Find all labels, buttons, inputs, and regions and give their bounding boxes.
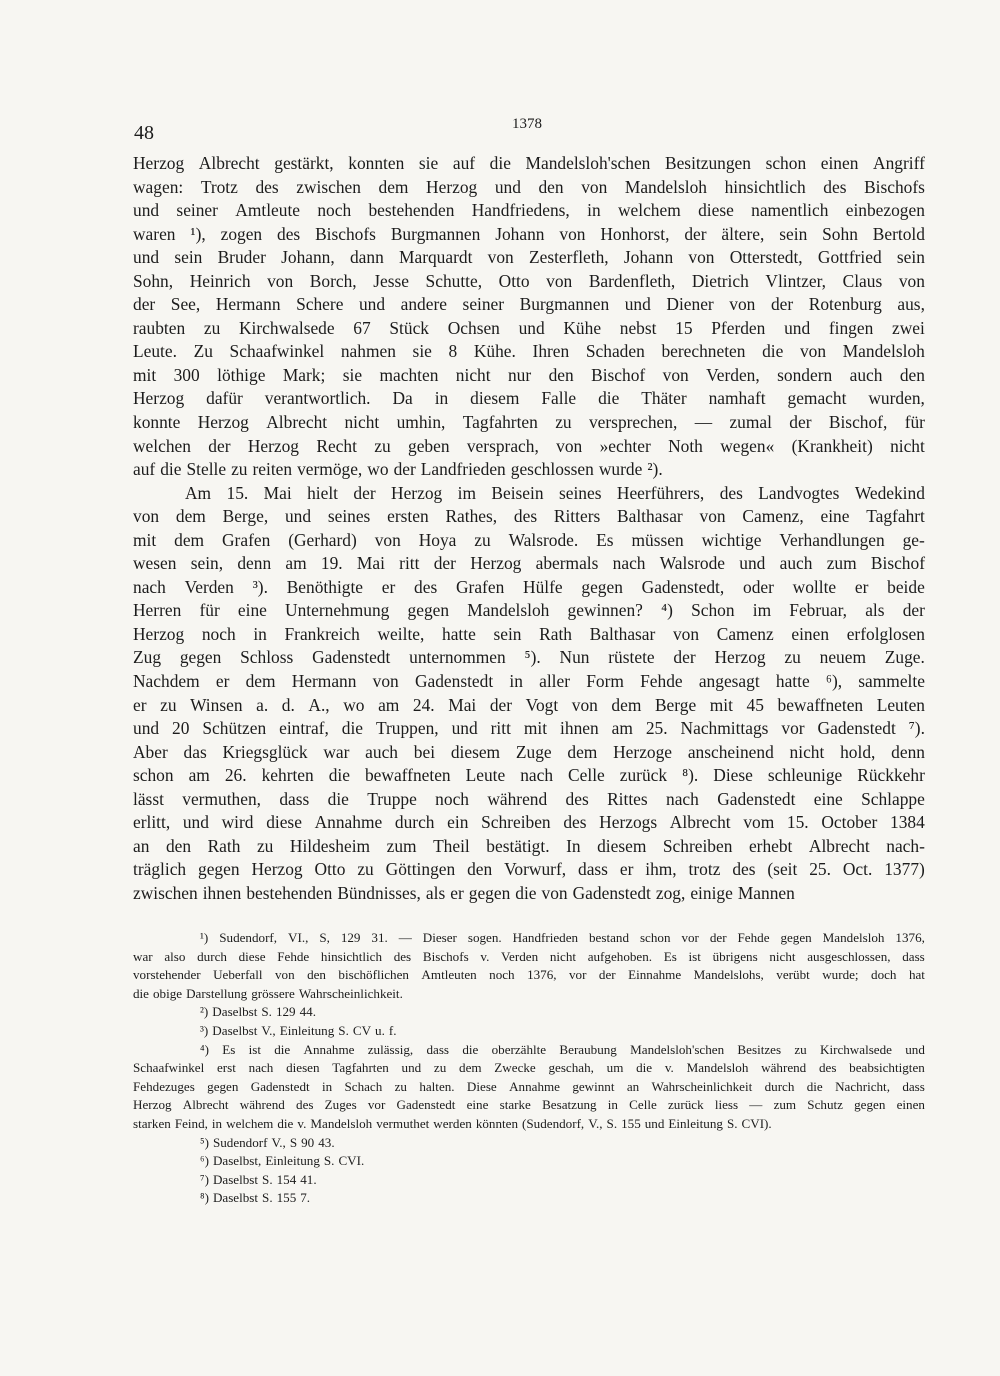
footnote-line: vorstehender Ueberfall von den bischöflichen Amtleuten noch 1376, vor der Einnahme Mandelslohs, verübt wurde; doch hat — [133, 967, 925, 983]
running-head-year: 1378 — [512, 116, 542, 132]
body-line: auf die Stelle zu reiten vermöge, wo der Landfrieden geschlossen wurde ²). — [133, 459, 663, 480]
footnote-line: starken Feind, in welchem die v. Mandelsloh vermuthet werden könnten (Sudendorf, V., S. 155 und Einleitung S. CVI). — [133, 1115, 772, 1131]
footnote-line: Herzog Albrecht während des Zuges vor Gadenstedt eine starke Besatzung in Celle zurück liess — zum Schutz gegen einen — [133, 1097, 925, 1113]
footnote-line: ⁶) Daselbst, Einleitung S. CVI. — [200, 1153, 365, 1169]
body-line: Am 15. Mai hielt der Herzog im Beisein seines Heerführers, des Landvogtes Wedekind — [185, 482, 925, 503]
body-line: mit dem Grafen (Gerhard) von Hoya zu Walsrode. Es müssen wichtige Verhandlungen ge- — [133, 529, 925, 550]
body-text — [133, 152, 925, 906]
body-line: Herzog Albrecht gestärkt, konnten sie auf die Mandelsloh'schen Besitzungen schon einen Angriff — [133, 153, 925, 173]
body-line: wagen: Trotz des zwischen dem Herzog und den von Mandelsloh hinsichtlich des Bischofs — [133, 176, 925, 197]
footnote-line: ¹) Sudendorf, VI., S, 129 31. — Dieser sogen. Handfrieden bestand schon vor der Fehde gegen Mandelsloh 1376, — [200, 930, 925, 945]
footnote-line: Fehdezuges gegen Gadenstedt in Schach zu halten. Diese Annahme gewinnt an Wahrscheinlichkeit durch die Nachricht, dass — [133, 1078, 925, 1094]
body-line: von dem Berge, und seines ersten Rathes, des Ritters Balthasar von Camenz, eine Tagfahrt — [133, 506, 925, 527]
body-line: Sohn, Heinrich von Borch, Jesse Schutte, Otto von Bardenfleth, Dietrich Vlintzer, Claus von — [133, 270, 925, 291]
footnote-line: ⁵) Sudendorf V., S 90 43. — [200, 1134, 335, 1150]
body-line: Zug gegen Schloss Gadenstedt unternommen ⁵). Nun rüstete der Herzog zu neuem Zuge. — [133, 647, 925, 668]
body-line: nach Verden ³). Benöthigte er des Grafen Hülfe gegen Gadenstedt, oder wollte er beide — [133, 576, 925, 597]
body-line: schon am 26. kehrten die bewaffneten Leute nach Celle zurück ⁸). Diese schleunige Rückkehr — [133, 765, 925, 786]
footnote-line: ³) Daselbst V., Einleitung S. CV u. f. — [200, 1022, 397, 1038]
body-line: und sein Bruder Johann, dann Marquardt von Zesterfleth, Johann von Otterstedt, Gottfried sein — [133, 247, 925, 268]
body-line: erlitt, und wird diese Annahme durch ein Schreiben des Herzogs Albrecht vom 15. October 1384 — [133, 812, 925, 833]
body-line: raubten zu Kirchwalsede 67 Stück Ochsen und Kühe nebst 15 Pferden und fingen zwei — [133, 317, 925, 338]
body-line: Leute. Zu Schaafwinkel nahmen sie 8 Kühe. Ihren Schaden berechneten die von Mandelsloh — [133, 341, 925, 362]
body-line: Herzog noch in Frankreich weilte, hatte sein Rath Balthasar von Camenz einen erfolglosen — [133, 623, 925, 644]
footnote-line: ²) Daselbst S. 129 44. — [200, 1004, 316, 1020]
body-line: mit 300 löthige Mark; sie machten nicht nur den Bischof von Verden, sondern auch den — [133, 364, 925, 385]
footnote-line: ⁷) Daselbst S. 154 41. — [200, 1171, 317, 1187]
body-line: waren ¹), zogen des Bischofs Burgmannen Johann von Honhorst, der ältere, sein Sohn Bertold — [133, 223, 925, 244]
body-line: träglich gegen Herzog Otto zu Göttingen den Vorwurf, dass er ihm, trotz des (seit 25. Oct. 1377) — [133, 859, 925, 880]
body-line: zwischen ihnen bestehenden Bündnisses, als er gegen die von Gadenstedt zog, einige Mannen — [133, 882, 795, 903]
body-line: und seiner Amtleute noch bestehenden Handfriedens, in welchem diese namentlich einbezogen — [133, 200, 925, 221]
page-header — [134, 116, 926, 146]
footnotes — [133, 929, 925, 1208]
body-line: an den Rath zu Hildesheim zum Theil bestätigt. In diesem Schreiben erhebt Albrecht nach- — [133, 835, 925, 856]
footnote-line: Schaafwinkel erst nach diesen Tagfahrten und zu dem Zwecke geschah, um die v. Mandelsloh während des beabsichtigten — [133, 1060, 925, 1076]
footnote-line: ⁸) Daselbst S. 155 7. — [200, 1190, 311, 1206]
body-line: Herzog dafür verantwortlich. Da in diesem Falle die Thäter namhaft gemacht wurden, — [133, 388, 925, 409]
footnote-line: war also durch diese Fehde hinsichtlich des Bischofs v. Verden nicht aufgehoben. Es ist übrigens nicht ausgeschlossen, dass — [133, 948, 925, 964]
body-line: Aber das Kriegsglück war auch bei diesem Zuge dem Herzoge anscheinend nicht hold, denn — [133, 741, 925, 762]
body-line: der See, Hermann Schere und andere seiner Burgmannen und Diener von der Rotenburg aus, — [133, 294, 925, 315]
footnote-line: ⁴) Es ist die Annahme zulässig, dass die oberzählte Beraubung Mandelsloh'schen Besitzes zu Kirchwalsede und — [200, 1041, 925, 1057]
body-line: er zu Winsen a. d. A., wo am 24. Mai der Vogt von dem Berge mit 45 bewaffneten Leuten — [133, 694, 925, 715]
body-line: Nachdem er dem Hermann von Gadenstedt in aller Form Fehde angesagt hatte ⁶), sammelte — [133, 671, 925, 692]
body-line: wesen sein, denn am 19. Mai ritt der Herzog abermals nach Walsrode und auch zum Bischof — [133, 553, 925, 574]
body-line: konnte Herzog Albrecht nicht umhin, Tagfahrten zu versprechen, — zumal der Bischof, für — [133, 412, 925, 433]
body-line: welchen der Herzog Recht zu geben versprach, von »echter Noth wegen« (Krankheit) nicht — [133, 435, 925, 456]
body-line: Herren für eine Unternehmung gegen Mandelsloh gewinnen? ⁴) Schon im Februar, als der — [133, 600, 925, 621]
body-line: und 20 Schützen eintraf, die Truppen, und ritt mit ihnen am 25. Nachmittags vor Gadenstedt ⁷). — [133, 718, 925, 739]
page-number: 48 — [134, 122, 154, 144]
body-line: lässt vermuthen, dass die Truppe noch während des Rittes nach Gadenstedt eine Schlappe — [133, 788, 925, 809]
footnote-line: die obige Darstellung grössere Wahrscheinlichkeit. — [133, 985, 403, 1001]
